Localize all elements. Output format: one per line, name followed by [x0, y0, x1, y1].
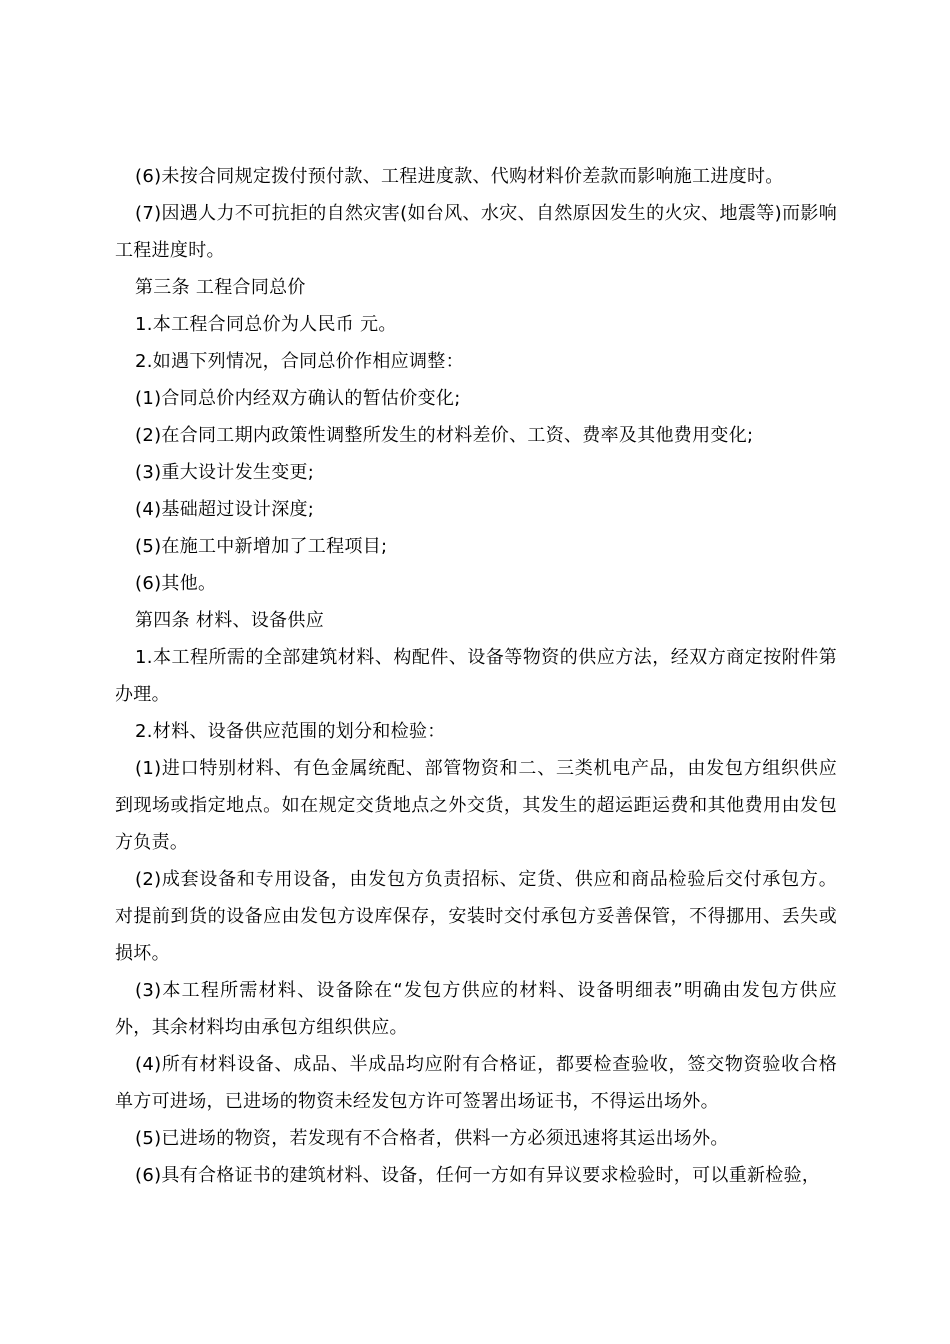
list-item-supply-3: (3)本工程所需材料、设备除在“发包方供应的材料、设备明细表”明确由发包方供应外，其余材料均由承包方组织供应。 — [115, 980, 837, 1038]
list-item-adjustment-2: (2)在合同工期内政策性调整所发生的材料差价、工资、费率及其他费用变化; — [135, 425, 754, 446]
list-item-adjustment-1: (1)合同总价内经双方确认的暂估价变化; — [135, 388, 461, 409]
list-item-supply-2: (2)成套设备和专用设备，由发包方负责招标、定货、供应和商品检验后交付承包方。对提前到货的设备应由发包方设库保存，安装时交付承包方妥善保管，不得挪用、丢失或损坏。 — [115, 869, 837, 964]
section-heading-article-3: 第三条 工程合同总价 — [135, 277, 306, 298]
list-item-supply-5: (5)已进场的物资，若发现有不合格者，供料一方必须迅速将其运出场外。 — [135, 1128, 729, 1149]
paragraph-supply-scope: 2.材料、设备供应范围的划分和检验： — [135, 721, 446, 742]
list-item-supply-6: (6)具有合格证书的建筑材料、设备，任何一方如有异议要求检验时，可以重新检验， — [135, 1165, 821, 1186]
paragraph-item-6-delay-payment: (6)未按合同规定拨付预付款、工程进度款、代购材料价差款而影响施工进度时。 — [135, 166, 784, 187]
section-heading-article-4: 第四条 材料、设备供应 — [135, 610, 325, 631]
list-item-adjustment-4: (4)基础超过设计深度; — [135, 499, 315, 520]
list-item-adjustment-6: (6)其他。 — [135, 573, 217, 594]
list-item-supply-1: (1)进口特别材料、有色金属统配、部管物资和二、三类机电产品，由发包方组织供应到现场或指定地点。如在规定交货地点之外交货，其发生的超运距运费和其他费用由发包方负责。 — [115, 758, 837, 853]
list-item-supply-4: (4)所有材料设备、成品、半成品均应附有合格证，都要检查验收，签交物资验收合格单方可进场，已进场的物资未经发包方许可签署出场证书，不得运出场外。 — [115, 1054, 837, 1112]
paragraph-item-7-force-majeure: (7)因遇人力不可抗拒的自然灾害(如台风、水灾、自然原因发生的火灾、地震等)而影响工程进度时。 — [115, 203, 837, 261]
list-item-adjustment-3: (3)重大设计发生变更; — [135, 462, 315, 483]
paragraph-supply-method: 1.本工程所需的全部建筑材料、构配件、设备等物资的供应方法，经双方商定按附件第 办理。 — [115, 647, 837, 705]
paragraph-price-adjustment: 2.如遇下列情况，合同总价作相应调整： — [135, 351, 464, 372]
paragraph-contract-price: 1.本工程合同总价为人民币 元。 — [135, 314, 397, 335]
list-item-adjustment-5: (5)在施工中新增加了工程项目; — [135, 536, 388, 557]
document-body — [115, 158, 837, 1194]
